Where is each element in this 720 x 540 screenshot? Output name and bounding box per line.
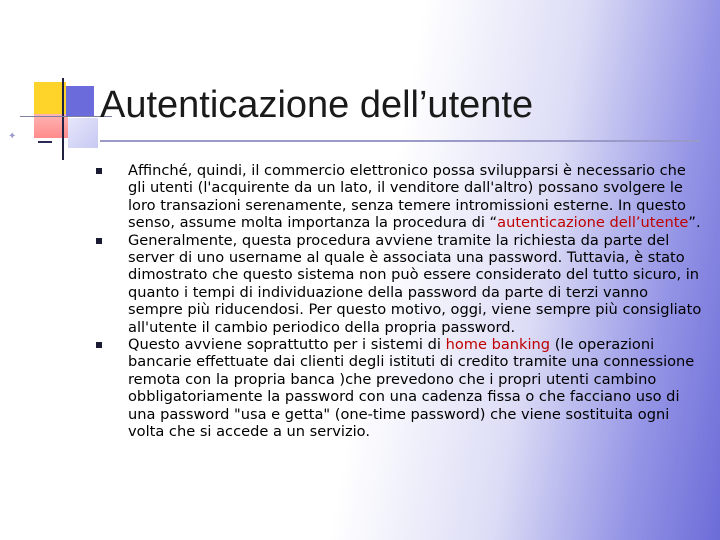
decor-blue-square [66, 86, 94, 116]
title-underline [100, 140, 700, 142]
bullet-list [96, 162, 702, 441]
bullet-item [96, 232, 702, 336]
bullet-text: (le operazioni bancarie effettuate dai clienti degli istituti di credito tramite una connessione remota con la propria banca )che prevedono che i propri utenti cambino obbligatoriamente la password con una cadenza fissa o che facciano uso di una password "usa e getta" (one-time password) che viene sostituita ogni volta che si accede a un servizio. [128, 336, 695, 441]
bullet-item [96, 162, 702, 232]
bullet-text: Affinché, quindi, il commercio elettronico possa svilupparsi è necessario che gli utenti (l'acquirente da un lato, il venditore dall'altro) possano svolgere le loro transazioni serenamente, senza temere intromissioni esterne. In questo senso, assume molta importanza la procedura di “ [128, 162, 686, 232]
square-bullet-icon [96, 168, 102, 174]
square-bullet-icon [96, 342, 102, 348]
bullet-text: Questo avviene soprattutto per i sistemi di [128, 336, 446, 354]
bullet-item [96, 336, 702, 440]
slide-title: Autenticazione dell’utente [100, 84, 534, 126]
decor-dash [38, 141, 52, 143]
highlighted-term: autenticazione dell’utente [497, 214, 689, 232]
highlighted-term: home banking [445, 336, 551, 354]
square-bullet-icon [96, 238, 102, 244]
bullet-text: ”. [688, 214, 701, 232]
sparkle-icon: ✦ [8, 131, 17, 142]
decor-horizontal-line [20, 116, 112, 117]
decor-vertical-line [62, 78, 64, 160]
bullet-text: Generalmente, questa procedura avviene tramite la richiesta da parte del server di uno username al quale è associata una password. Tuttavia, è stato dimostrato che questo sistema non può essere considerato del tutto sicuro, in quanto i tempi di individuazione della password da parte di terzi vanno sempre più riducendosi. Per questo motivo, oggi, viene sempre più consigliato all'utente il cambio periodico della propria password. [128, 231, 702, 336]
decor-lightblue-square [68, 118, 98, 148]
